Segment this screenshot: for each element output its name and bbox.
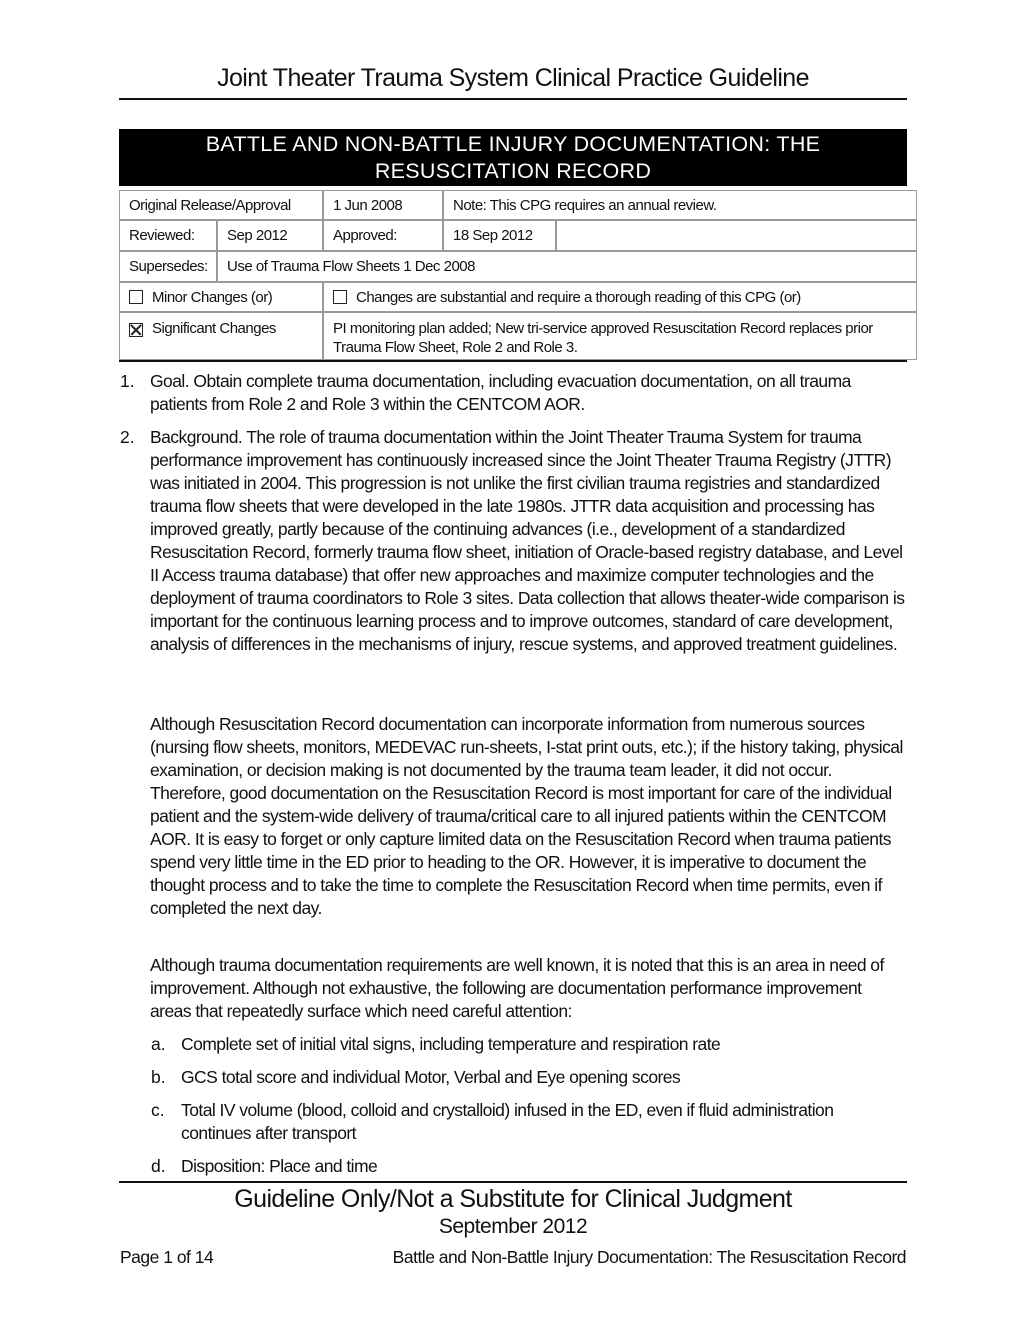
list-item-letter: d. bbox=[151, 1156, 166, 1176]
list-item-letter: a. bbox=[151, 1034, 166, 1054]
table-bottom-rule bbox=[119, 360, 907, 362]
empty-cell bbox=[556, 220, 917, 251]
list-item: GCS total score and individual Motor, Verbal and Eye opening scores bbox=[181, 1067, 681, 1087]
minor-changes-label: Minor Changes (or) bbox=[152, 288, 273, 306]
section-goal-text: Goal. Obtain complete trauma documentation, including evacuation documentation, on all trauma patients from Role 2 and Role 3 within the CENTCOM AOR. bbox=[150, 371, 851, 414]
list-item-letter: c. bbox=[151, 1100, 165, 1120]
list-item-letter: b. bbox=[151, 1067, 166, 1087]
header-rule bbox=[119, 98, 907, 100]
reviewed-value: Sep 2012 bbox=[217, 220, 323, 251]
substantial-changes-option[interactable] bbox=[323, 282, 917, 312]
approved-label: Approved: bbox=[323, 220, 443, 251]
significant-changes-checkbox[interactable] bbox=[129, 323, 143, 337]
section-number-background: 2. bbox=[120, 427, 135, 447]
original-release-label: Original Release/Approval bbox=[119, 190, 323, 220]
background-paragraph-1: Background. The role of trauma documentation within the Joint Theater Trauma System for trauma performance improvement has continuously increased since the Joint Theater Trauma Registry (JTTR) was initiated in 2004. This progression is not unlike the first civilian trauma registries and standardized trauma flow sheets that were developed in the late 1980s. JTTR data acquisition and processing has improved greatly, partly because of the continuing advances (i.e., development of a standardized Resuscitation Record, formerly trauma flow sheet, initiation of Oracle-based registry database, and Level II Access trauma database) that offer new approaches and maximize computer technologies and the deployment of trauma coordinators to Role 3 sites. Data collection that allows theater-wide comparison is important for the continuous learning process and to improve outcomes, standard of care development, analysis of differences in the mechanisms of injury, rescue systems, and approved treatment guidelines. bbox=[150, 427, 905, 654]
footer-rule bbox=[119, 1181, 907, 1183]
document-title-line-2: RESUSCITATION RECORD bbox=[374, 159, 652, 183]
approved-value: 18 Sep 2012 bbox=[443, 220, 556, 251]
substantial-changes-label: Changes are substantial and require a thorough reading of this CPG (or) bbox=[356, 288, 801, 306]
supersedes-value: Use of Trauma Flow Sheets 1 Dec 2008 bbox=[217, 251, 917, 282]
reviewed-label: Reviewed: bbox=[119, 220, 217, 251]
minor-changes-option[interactable] bbox=[119, 282, 323, 312]
document-title-line-1: BATTLE AND NON-BATTLE INJURY DOCUMENTATION: THE bbox=[205, 132, 821, 156]
page-header-title: Joint Theater Trauma System Clinical Practice Guideline bbox=[217, 64, 809, 92]
annual-review-note: Note: This CPG requires an annual review. bbox=[443, 190, 917, 220]
substantial-changes-checkbox[interactable] bbox=[333, 290, 347, 304]
document-title-bar bbox=[119, 129, 907, 186]
original-release-value: 1 Jun 2008 bbox=[323, 190, 443, 220]
supersedes-label: Supersedes: bbox=[119, 251, 217, 282]
list-item: Total IV volume (blood, colloid and crystalloid) infused in the ED, even if fluid administration continues after transport bbox=[181, 1100, 834, 1143]
list-item: Disposition: Place and time bbox=[181, 1156, 378, 1176]
background-paragraph-3: Although trauma documentation requirements are well known, it is noted that this is an area in need of improvement. Although not exhaustive, the following are documentation performance improvement areas that repeatedly surface which need careful attention: bbox=[150, 955, 884, 1021]
significant-changes-description: PI monitoring plan added; New tri-service approved Resuscitation Record replaces prior Trauma Flow Sheet, Role 2 and Role 3. bbox=[323, 312, 917, 360]
list-item: Complete set of initial vital signs, including temperature and respiration rate bbox=[181, 1034, 721, 1054]
footer-disclaimer: Guideline Only/Not a Substitute for Clinical Judgment bbox=[234, 1185, 792, 1213]
footer-page-number: Page 1 of 14 bbox=[120, 1247, 214, 1267]
significant-changes-label: Significant Changes bbox=[152, 320, 276, 337]
significant-changes-option[interactable] bbox=[119, 312, 323, 360]
section-number-goal: 1. bbox=[120, 371, 135, 391]
background-paragraph-2: Although Resuscitation Record documentation can incorporate information from numerous sources (nursing flow sheets, monitors, MEDEVAC run-sheets, I-stat print outs, etc.); if the history taking, physical examination, or decision making is not documented by the trauma team leader, it did not occur. Therefore, good documentation on the Resuscitation Record is most important for care of the individual patient and the system-wide delivery of trauma/critical care to all injured patients within the CENTCOM AOR. It is easy to forget or only capture limited data on the Resuscitation Record when trauma patients spend very little time in the ED prior to heading to the OR. However, it is imperative to document the thought process and to take the time to complete the Resuscitation Record when time permits, even if completed the next day. bbox=[150, 714, 903, 918]
footer-date: September 2012 bbox=[438, 1215, 588, 1238]
minor-changes-checkbox[interactable] bbox=[129, 290, 143, 304]
footer-document-title: Battle and Non-Battle Injury Documentation: The Resuscitation Record bbox=[392, 1247, 906, 1267]
